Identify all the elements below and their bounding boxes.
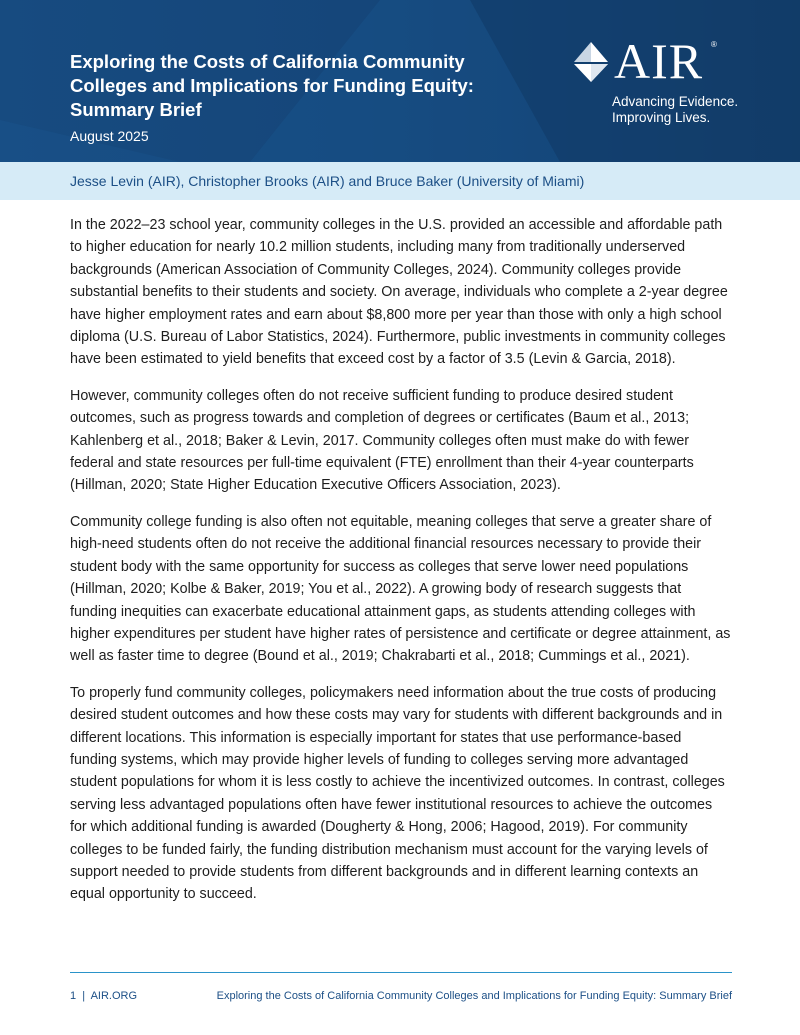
body-paragraph: In the 2022–23 school year, community colleges in the U.S. provided an accessible and affordable path to higher education for nearly 10.2 million students, including many from traditionally underserved backgrounds (American Association of Community Colleges, 2024). Community colleges provide substantial benefits to their students and society. On average, individuals who complete a 2-year degree have higher employment rates and earn about $8,800 more per year than those with only a high school diploma (U.S. Bureau of Labor Statistics, 2024). Furthermore, public investments in community colleges have been estimated to yield benefits that exceed cost by a factor of 3.5 (Levin & Garcia, 2018).	[70, 217, 728, 368]
authors-strip	[0, 162, 800, 200]
body-paragraph: Community college funding is also often not equitable, meaning colleges that serve a greater share of high-need students often do not receive the additional financial resources necessary to provide their student body with the same opportunity for success as colleges that serve lower need populations (Hillman, 2020; Kolbe & Baker, 2019; You et al., 2022). A growing body of research suggests that funding inequities can exacerbate educational attainment gaps, as students attending colleges with higher expenditures per student have higher rates of persistence and certificate or degree attainment, as well as faster time to degree (Bound et al., 2019; Chakrabarti et al., 2018; Cummings et al., 2021).	[70, 513, 731, 665]
air-logo	[574, 33, 744, 128]
registered-mark: ®	[711, 40, 717, 49]
logo-tagline	[612, 94, 738, 126]
air-logo-mark-icon	[574, 42, 608, 82]
footer-page-label: 1 | AIR.ORG	[70, 990, 138, 1002]
authors-line: Jesse Levin (AIR), Christopher Brooks (AIR) and Bruce Baker (University of Miami)	[70, 173, 585, 189]
air-logo-wordmark: AIR	[614, 33, 704, 89]
document-title: Exploring the Costs of California Community Colleges and Implications for Funding Equity: Summary Brief	[70, 51, 474, 120]
publication-date: August 2025	[70, 128, 149, 144]
header-banner	[0, 0, 800, 162]
footer-divider	[70, 972, 732, 973]
logo-tagline-line-1: Advancing Evidence.	[612, 94, 739, 109]
logo-tagline-line-2: Improving Lives.	[612, 110, 711, 125]
body-paragraph: To properly fund community colleges, policymakers need information about the true costs of producing desired student outcomes and how these costs may vary for students with different backgrounds and in different locations. This information is especially important for states that use performance-based funding systems, which may provide higher levels of funding to colleges serving more advantaged student populations for whom it is less costly to achieve the incentivized outcomes. In contrast, colleges serving less advantaged populations often have fewer institutional resources to achieve the outcomes for which additional funding is awarded (Dougherty & Hong, 2006; Hagood, 2019). For community colleges to be funded fairly, the funding distribution mechanism must account for the varying levels of support needed to provide students from different backgrounds and in different learning contexts an equal opportunity to succeed.	[70, 684, 725, 903]
body-paragraph: However, community colleges often do not receive sufficient funding to produce desired student outcomes, such as progress towards and completion of degrees or certificates (Baum et al., 2013; Kahlenberg et al., 2018; Baker & Levin, 2017. Community colleges often must make do with fewer federal and state resources per full-time equivalent (FTE) enrollment than their 4-year counterparts (Hillman, 2020; State Higher Education Executive Officers Association, 2023).	[70, 387, 694, 494]
body-content	[70, 214, 732, 920]
footer-running-title: Exploring the Costs of California Community Colleges and Implications for Funding Equity: Summary Brief	[216, 990, 732, 1002]
